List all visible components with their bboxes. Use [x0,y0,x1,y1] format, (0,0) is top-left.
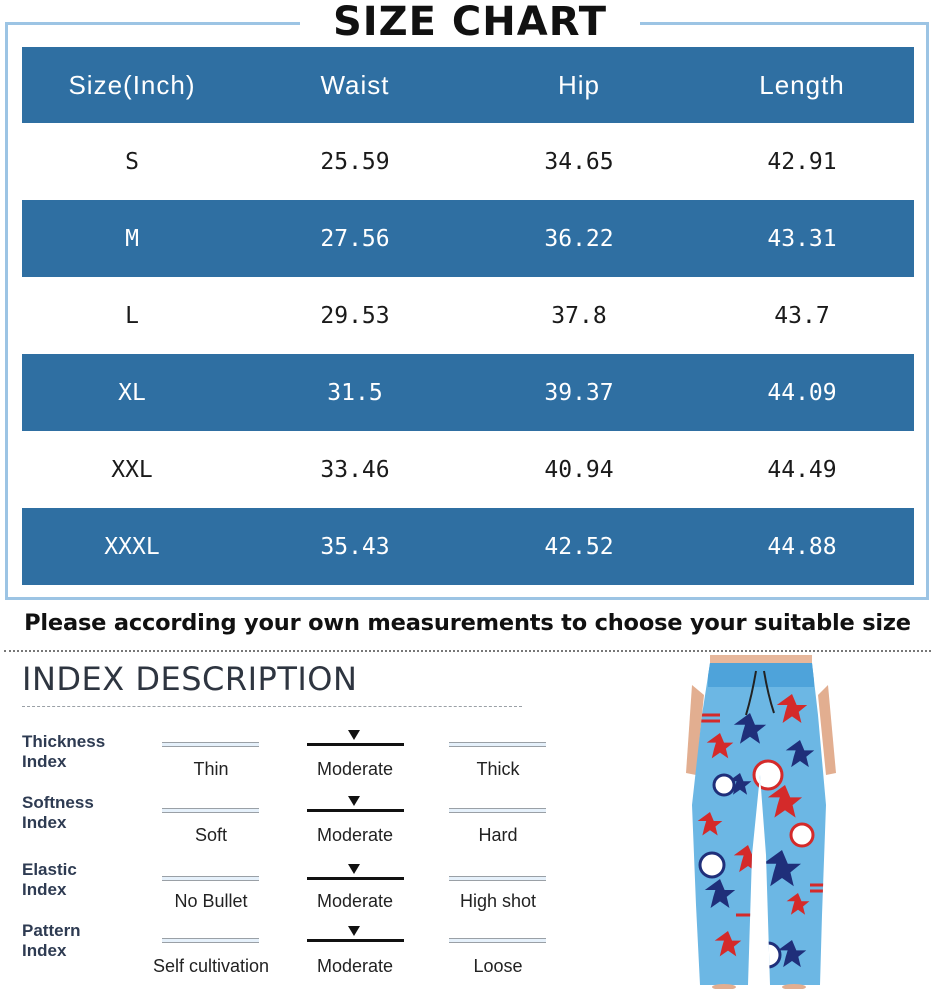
hip-cell: 36.22 [544,225,614,252]
softness-index [0,793,560,853]
waist-cell: 25.59 [320,148,390,175]
selected-marker-icon [348,864,360,874]
scale-bar-low [162,742,259,747]
length-cell: 43.31 [767,225,837,252]
option-high: Hard [478,825,518,845]
length-cell: 42.91 [767,148,837,175]
length-cell: 43.7 [774,302,830,329]
size-table [22,47,914,585]
pants-icon [680,655,840,989]
table-row [22,431,914,508]
option-high: Loose [473,956,523,976]
table-header-row [22,47,914,123]
size-chart-title: SIZE CHART [300,0,640,44]
size-cell: XXL [111,456,153,483]
length-cell: 44.88 [767,533,837,560]
option-low: Soft [194,825,228,845]
column-header-length: Length [759,69,845,100]
section-divider [4,650,931,652]
option-low: No Bullet [174,891,248,911]
hip-cell: 42.52 [544,533,614,560]
option-selected: Moderate [316,891,394,911]
selected-marker-icon [348,796,360,806]
option-low: Thin [193,759,229,779]
scale-bar-high [449,808,546,813]
column-header-waist: Waist [320,69,390,100]
scale-bar-high [449,938,546,943]
size-cell: XL [118,379,146,406]
thickness-index [0,732,560,792]
table-row [22,123,914,200]
index-label: Softness Index [22,793,94,832]
option-selected: Moderate [316,759,394,779]
size-cell: M [125,225,139,252]
scale-bar-selected [307,939,404,942]
hip-cell: 40.94 [544,456,614,483]
size-cell: L [125,302,139,329]
scale-bar-selected [307,877,404,880]
hip-cell: 39.37 [544,379,614,406]
index-label: Elastic Index [22,860,77,899]
hip-cell: 37.8 [551,302,607,329]
column-header-size: Size(Inch) [68,69,196,100]
column-header-hip: Hip [557,69,600,100]
table-row [22,277,914,354]
size-cell: XXXL [104,533,160,560]
option-high: High shot [459,891,537,911]
waist-cell: 35.43 [320,533,390,560]
waist-cell: 27.56 [320,225,390,252]
scale-bar-selected [307,743,404,746]
option-high: Thick [476,759,520,779]
pattern-index [0,921,560,981]
index-description-title: INDEX DESCRIPTION [22,660,358,698]
scale-bar-low [162,876,259,881]
table-row [22,508,914,585]
option-low: Self cultivation [152,956,270,976]
table-row [22,200,914,277]
elastic-index [0,860,560,920]
option-selected: Moderate [316,956,394,976]
selected-marker-icon [348,926,360,936]
measurement-note: Please according your own measurements to choose your suitable size [24,610,911,636]
scale-bar-high [449,742,546,747]
waist-cell: 29.53 [320,302,390,329]
size-cell: S [125,148,139,175]
option-selected: Moderate [316,825,394,845]
scale-bar-high [449,876,546,881]
length-cell: 44.49 [767,456,837,483]
table-row [22,354,914,431]
length-cell: 44.09 [767,379,837,406]
index-label: Pattern Index [22,921,81,960]
scale-bar-low [162,808,259,813]
index-title-underline [22,706,522,707]
pants-fabric [680,655,840,989]
index-label: Thickness Index [22,732,106,771]
waist-cell: 31.5 [327,379,383,406]
hip-cell: 34.65 [544,148,614,175]
scale-bar-selected [307,809,404,812]
scale-bar-low [162,938,259,943]
waist-cell: 33.46 [320,456,390,483]
selected-marker-icon [348,730,360,740]
